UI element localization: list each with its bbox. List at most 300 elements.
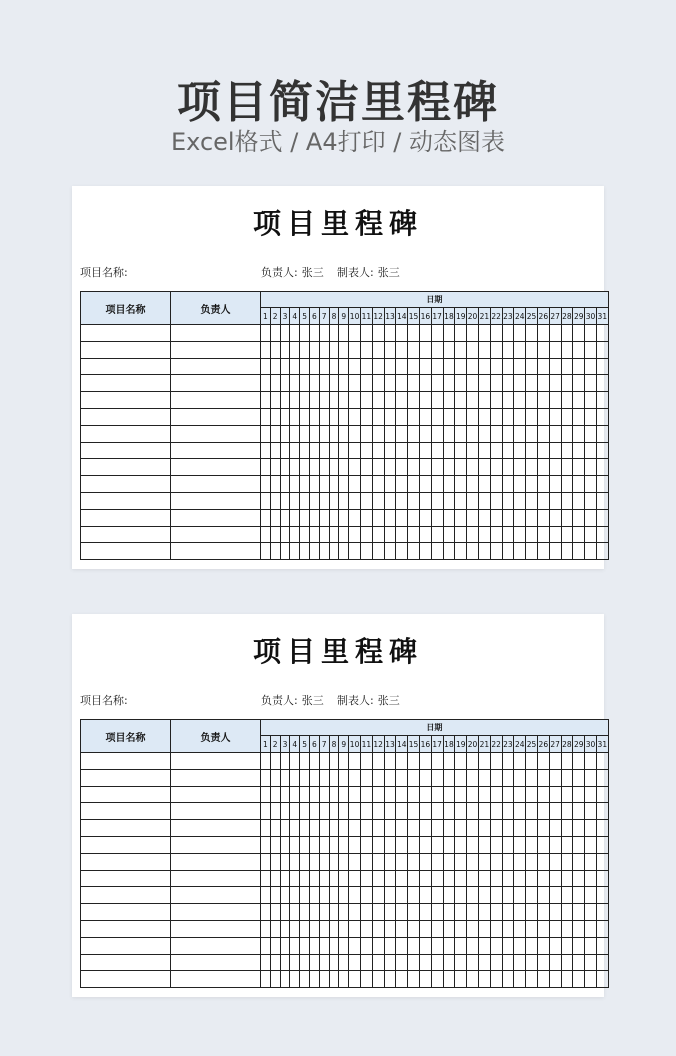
table-cell[interactable] (384, 887, 396, 904)
table-cell[interactable] (443, 476, 455, 493)
table-cell[interactable] (261, 853, 271, 870)
table-cell[interactable] (372, 836, 384, 853)
table-cell[interactable] (81, 325, 171, 342)
table-cell[interactable] (309, 820, 319, 837)
table-cell[interactable] (384, 358, 396, 375)
table-cell[interactable] (280, 509, 290, 526)
table-cell[interactable] (443, 887, 455, 904)
table-cell[interactable] (596, 904, 608, 921)
table-cell[interactable] (419, 887, 431, 904)
table-cell[interactable] (339, 543, 349, 560)
table-cell[interactable] (360, 375, 372, 392)
table-cell[interactable] (585, 803, 597, 820)
table-cell[interactable] (372, 476, 384, 493)
table-cell[interactable] (329, 937, 339, 954)
table-cell[interactable] (561, 904, 573, 921)
table-cell[interactable] (408, 820, 420, 837)
table-cell[interactable] (573, 769, 585, 786)
table-cell[interactable] (455, 325, 467, 342)
table-cell[interactable] (502, 425, 514, 442)
table-cell[interactable] (431, 325, 443, 342)
table-cell[interactable] (408, 408, 420, 425)
table-cell[interactable] (478, 476, 490, 493)
table-cell[interactable] (349, 442, 361, 459)
table-cell[interactable] (408, 803, 420, 820)
table-cell[interactable] (329, 870, 339, 887)
table-cell[interactable] (349, 543, 361, 560)
table-cell[interactable] (329, 920, 339, 937)
table-cell[interactable] (490, 341, 502, 358)
table-cell[interactable] (514, 543, 526, 560)
table-cell[interactable] (309, 836, 319, 853)
table-cell[interactable] (329, 803, 339, 820)
table-cell[interactable] (81, 509, 171, 526)
table-cell[interactable] (81, 476, 171, 493)
table-cell[interactable] (478, 375, 490, 392)
table-cell[interactable] (329, 375, 339, 392)
table-cell[interactable] (596, 769, 608, 786)
table-cell[interactable] (537, 836, 549, 853)
table-cell[interactable] (384, 425, 396, 442)
table-cell[interactable] (319, 476, 329, 493)
table-cell[interactable] (261, 341, 271, 358)
table-cell[interactable] (319, 753, 329, 770)
table-cell[interactable] (549, 853, 561, 870)
table-cell[interactable] (467, 392, 479, 409)
table-cell[interactable] (490, 820, 502, 837)
table-cell[interactable] (384, 476, 396, 493)
table-cell[interactable] (309, 543, 319, 560)
table-cell[interactable] (319, 870, 329, 887)
table-cell[interactable] (270, 887, 280, 904)
table-cell[interactable] (309, 476, 319, 493)
table-cell[interactable] (319, 803, 329, 820)
table-cell[interactable] (514, 954, 526, 971)
table-cell[interactable] (270, 526, 280, 543)
table-cell[interactable] (360, 476, 372, 493)
table-cell[interactable] (309, 954, 319, 971)
table-cell[interactable] (561, 820, 573, 837)
table-cell[interactable] (537, 853, 549, 870)
table-cell[interactable] (502, 769, 514, 786)
table-cell[interactable] (478, 870, 490, 887)
table-cell[interactable] (171, 325, 261, 342)
table-cell[interactable] (309, 392, 319, 409)
table-cell[interactable] (478, 769, 490, 786)
table-cell[interactable] (596, 853, 608, 870)
table-cell[interactable] (443, 920, 455, 937)
table-cell[interactable] (514, 920, 526, 937)
table-cell[interactable] (396, 920, 408, 937)
table-cell[interactable] (467, 341, 479, 358)
table-cell[interactable] (419, 971, 431, 988)
table-cell[interactable] (561, 492, 573, 509)
table-cell[interactable] (290, 920, 300, 937)
table-cell[interactable] (384, 325, 396, 342)
table-cell[interactable] (280, 954, 290, 971)
table-cell[interactable] (585, 476, 597, 493)
table-cell[interactable] (339, 375, 349, 392)
table-cell[interactable] (319, 887, 329, 904)
table-cell[interactable] (455, 803, 467, 820)
table-cell[interactable] (431, 937, 443, 954)
table-cell[interactable] (467, 425, 479, 442)
table-cell[interactable] (408, 543, 420, 560)
table-cell[interactable] (171, 492, 261, 509)
table-cell[interactable] (270, 459, 280, 476)
table-cell[interactable] (596, 954, 608, 971)
table-cell[interactable] (549, 954, 561, 971)
table-cell[interactable] (329, 392, 339, 409)
table-cell[interactable] (514, 492, 526, 509)
table-cell[interactable] (319, 509, 329, 526)
table-cell[interactable] (319, 341, 329, 358)
table-cell[interactable] (431, 769, 443, 786)
table-cell[interactable] (270, 954, 280, 971)
table-cell[interactable] (443, 358, 455, 375)
table-cell[interactable] (319, 853, 329, 870)
table-cell[interactable] (537, 408, 549, 425)
table-cell[interactable] (81, 887, 171, 904)
table-cell[interactable] (280, 459, 290, 476)
table-cell[interactable] (490, 971, 502, 988)
table-cell[interactable] (526, 836, 538, 853)
table-cell[interactable] (455, 526, 467, 543)
table-cell[interactable] (360, 408, 372, 425)
table-cell[interactable] (261, 526, 271, 543)
table-cell[interactable] (319, 492, 329, 509)
table-cell[interactable] (490, 920, 502, 937)
table-cell[interactable] (300, 526, 310, 543)
table-cell[interactable] (573, 954, 585, 971)
table-cell[interactable] (443, 509, 455, 526)
table-cell[interactable] (549, 492, 561, 509)
table-cell[interactable] (537, 509, 549, 526)
table-cell[interactable] (81, 358, 171, 375)
table-cell[interactable] (384, 408, 396, 425)
table-cell[interactable] (585, 820, 597, 837)
table-cell[interactable] (455, 509, 467, 526)
table-cell[interactable] (549, 325, 561, 342)
table-cell[interactable] (339, 769, 349, 786)
table-cell[interactable] (384, 820, 396, 837)
table-cell[interactable] (261, 920, 271, 937)
table-cell[interactable] (537, 526, 549, 543)
table-cell[interactable] (467, 476, 479, 493)
table-cell[interactable] (431, 392, 443, 409)
table-cell[interactable] (573, 526, 585, 543)
table-cell[interactable] (431, 358, 443, 375)
table-cell[interactable] (431, 526, 443, 543)
table-cell[interactable] (270, 543, 280, 560)
table-cell[interactable] (384, 509, 396, 526)
table-cell[interactable] (455, 820, 467, 837)
table-cell[interactable] (490, 803, 502, 820)
table-cell[interactable] (431, 836, 443, 853)
table-cell[interactable] (349, 954, 361, 971)
table-cell[interactable] (270, 769, 280, 786)
table-cell[interactable] (573, 803, 585, 820)
table-cell[interactable] (596, 870, 608, 887)
table-cell[interactable] (526, 459, 538, 476)
table-cell[interactable] (384, 971, 396, 988)
table-cell[interactable] (443, 769, 455, 786)
table-cell[interactable] (408, 358, 420, 375)
table-cell[interactable] (467, 753, 479, 770)
table-cell[interactable] (526, 442, 538, 459)
table-cell[interactable] (171, 904, 261, 921)
table-cell[interactable] (502, 853, 514, 870)
table-cell[interactable] (408, 492, 420, 509)
table-cell[interactable] (585, 786, 597, 803)
table-cell[interactable] (467, 887, 479, 904)
table-cell[interactable] (270, 425, 280, 442)
table-cell[interactable] (573, 492, 585, 509)
table-cell[interactable] (309, 442, 319, 459)
table-cell[interactable] (490, 442, 502, 459)
table-cell[interactable] (455, 954, 467, 971)
table-cell[interactable] (502, 820, 514, 837)
table-cell[interactable] (81, 459, 171, 476)
table-cell[interactable] (596, 887, 608, 904)
table-cell[interactable] (360, 459, 372, 476)
table-cell[interactable] (490, 459, 502, 476)
table-cell[interactable] (431, 459, 443, 476)
table-cell[interactable] (384, 937, 396, 954)
table-cell[interactable] (561, 375, 573, 392)
table-cell[interactable] (408, 904, 420, 921)
table-cell[interactable] (549, 937, 561, 954)
table-cell[interactable] (329, 459, 339, 476)
table-cell[interactable] (419, 786, 431, 803)
table-cell[interactable] (526, 375, 538, 392)
table-cell[interactable] (490, 392, 502, 409)
table-cell[interactable] (455, 853, 467, 870)
table-cell[interactable] (490, 853, 502, 870)
table-cell[interactable] (526, 476, 538, 493)
table-cell[interactable] (549, 887, 561, 904)
table-cell[interactable] (171, 425, 261, 442)
table-cell[interactable] (443, 459, 455, 476)
table-cell[interactable] (419, 526, 431, 543)
table-cell[interactable] (455, 459, 467, 476)
table-cell[interactable] (431, 786, 443, 803)
table-cell[interactable] (81, 753, 171, 770)
table-cell[interactable] (431, 853, 443, 870)
table-cell[interactable] (261, 803, 271, 820)
table-cell[interactable] (455, 836, 467, 853)
table-cell[interactable] (309, 887, 319, 904)
table-cell[interactable] (261, 509, 271, 526)
table-cell[interactable] (478, 526, 490, 543)
table-cell[interactable] (502, 509, 514, 526)
table-cell[interactable] (319, 375, 329, 392)
table-cell[interactable] (549, 526, 561, 543)
table-cell[interactable] (549, 820, 561, 837)
table-cell[interactable] (319, 836, 329, 853)
table-cell[interactable] (455, 887, 467, 904)
table-cell[interactable] (329, 853, 339, 870)
table-cell[interactable] (549, 803, 561, 820)
table-cell[interactable] (514, 769, 526, 786)
table-cell[interactable] (502, 904, 514, 921)
table-cell[interactable] (360, 920, 372, 937)
table-cell[interactable] (419, 954, 431, 971)
table-cell[interactable] (526, 853, 538, 870)
table-cell[interactable] (419, 325, 431, 342)
table-cell[interactable] (280, 375, 290, 392)
table-cell[interactable] (561, 836, 573, 853)
table-cell[interactable] (537, 459, 549, 476)
table-cell[interactable] (596, 492, 608, 509)
table-cell[interactable] (396, 492, 408, 509)
table-cell[interactable] (526, 954, 538, 971)
table-cell[interactable] (526, 492, 538, 509)
table-cell[interactable] (467, 803, 479, 820)
table-cell[interactable] (261, 870, 271, 887)
table-cell[interactable] (81, 526, 171, 543)
table-cell[interactable] (585, 425, 597, 442)
table-cell[interactable] (384, 904, 396, 921)
table-cell[interactable] (514, 341, 526, 358)
table-cell[interactable] (396, 954, 408, 971)
table-cell[interactable] (372, 937, 384, 954)
table-cell[interactable] (81, 425, 171, 442)
table-cell[interactable] (372, 358, 384, 375)
table-cell[interactable] (408, 425, 420, 442)
table-cell[interactable] (339, 753, 349, 770)
table-cell[interactable] (319, 971, 329, 988)
table-cell[interactable] (384, 803, 396, 820)
table-cell[interactable] (596, 341, 608, 358)
table-cell[interactable] (319, 408, 329, 425)
table-cell[interactable] (372, 920, 384, 937)
table-cell[interactable] (408, 442, 420, 459)
table-cell[interactable] (549, 408, 561, 425)
table-cell[interactable] (270, 509, 280, 526)
table-cell[interactable] (339, 937, 349, 954)
table-cell[interactable] (339, 325, 349, 342)
table-cell[interactable] (300, 325, 310, 342)
table-cell[interactable] (396, 358, 408, 375)
table-cell[interactable] (443, 853, 455, 870)
table-cell[interactable] (419, 375, 431, 392)
table-cell[interactable] (596, 820, 608, 837)
table-cell[interactable] (443, 392, 455, 409)
table-cell[interactable] (526, 526, 538, 543)
table-cell[interactable] (360, 786, 372, 803)
table-cell[interactable] (171, 853, 261, 870)
table-cell[interactable] (261, 392, 271, 409)
table-cell[interactable] (261, 904, 271, 921)
table-cell[interactable] (360, 753, 372, 770)
table-cell[interactable] (596, 937, 608, 954)
table-cell[interactable] (561, 358, 573, 375)
table-cell[interactable] (408, 853, 420, 870)
table-cell[interactable] (419, 341, 431, 358)
table-cell[interactable] (502, 753, 514, 770)
table-cell[interactable] (573, 392, 585, 409)
table-cell[interactable] (300, 408, 310, 425)
table-cell[interactable] (300, 971, 310, 988)
table-cell[interactable] (596, 786, 608, 803)
table-cell[interactable] (408, 526, 420, 543)
table-cell[interactable] (372, 442, 384, 459)
table-cell[interactable] (549, 341, 561, 358)
table-cell[interactable] (526, 769, 538, 786)
table-cell[interactable] (443, 442, 455, 459)
table-cell[interactable] (502, 971, 514, 988)
table-cell[interactable] (502, 408, 514, 425)
table-cell[interactable] (561, 408, 573, 425)
table-cell[interactable] (349, 937, 361, 954)
table-cell[interactable] (549, 920, 561, 937)
table-cell[interactable] (408, 786, 420, 803)
table-cell[interactable] (360, 887, 372, 904)
table-cell[interactable] (261, 543, 271, 560)
table-cell[interactable] (339, 853, 349, 870)
table-cell[interactable] (585, 971, 597, 988)
table-cell[interactable] (300, 954, 310, 971)
table-cell[interactable] (514, 392, 526, 409)
table-cell[interactable] (526, 392, 538, 409)
table-cell[interactable] (349, 509, 361, 526)
table-cell[interactable] (309, 526, 319, 543)
table-cell[interactable] (490, 358, 502, 375)
table-cell[interactable] (280, 492, 290, 509)
table-cell[interactable] (290, 392, 300, 409)
table-cell[interactable] (81, 836, 171, 853)
table-cell[interactable] (537, 937, 549, 954)
table-cell[interactable] (329, 408, 339, 425)
table-cell[interactable] (360, 543, 372, 560)
table-cell[interactable] (309, 971, 319, 988)
table-cell[interactable] (419, 358, 431, 375)
table-cell[interactable] (384, 920, 396, 937)
table-cell[interactable] (300, 803, 310, 820)
table-cell[interactable] (171, 769, 261, 786)
table-cell[interactable] (339, 920, 349, 937)
table-cell[interactable] (270, 325, 280, 342)
table-cell[interactable] (514, 442, 526, 459)
table-cell[interactable] (573, 375, 585, 392)
table-cell[interactable] (585, 870, 597, 887)
table-cell[interactable] (349, 459, 361, 476)
table-cell[interactable] (280, 786, 290, 803)
table-cell[interactable] (372, 753, 384, 770)
table-cell[interactable] (526, 358, 538, 375)
table-cell[interactable] (309, 803, 319, 820)
table-cell[interactable] (596, 971, 608, 988)
table-cell[interactable] (300, 870, 310, 887)
table-cell[interactable] (396, 753, 408, 770)
table-cell[interactable] (171, 820, 261, 837)
table-cell[interactable] (561, 937, 573, 954)
table-cell[interactable] (419, 459, 431, 476)
table-cell[interactable] (526, 870, 538, 887)
table-cell[interactable] (502, 937, 514, 954)
table-cell[interactable] (280, 971, 290, 988)
table-cell[interactable] (585, 769, 597, 786)
table-cell[interactable] (396, 836, 408, 853)
table-cell[interactable] (490, 786, 502, 803)
table-cell[interactable] (329, 476, 339, 493)
table-cell[interactable] (329, 425, 339, 442)
table-cell[interactable] (408, 887, 420, 904)
table-cell[interactable] (408, 341, 420, 358)
table-cell[interactable] (81, 904, 171, 921)
table-cell[interactable] (431, 425, 443, 442)
